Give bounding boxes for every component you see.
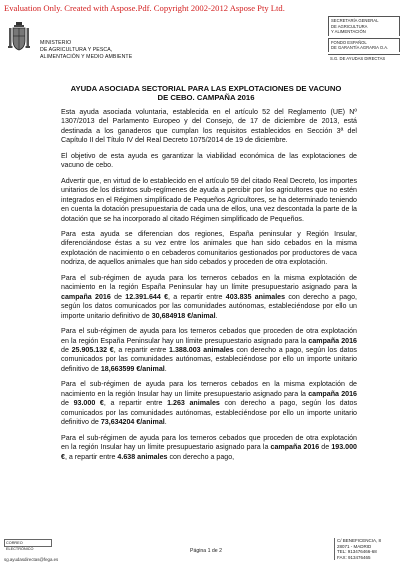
secretariat-label: SECRETARÍA GENERAL DE AGRICULTURA Y ALIMENTACIÓN — [328, 16, 400, 36]
paragraph-notice: Advertir que, en virtud de lo establecido en el artículo 59 del citado Real Decreto, los importes unitarios de los distintos sub-regímenes de ayuda a percibir por los agricultores que no estén integrados en el Régimen simplificado de Pequeños Agricultores, se ha determinado teniendo en cuenta la dotación presupuestaria de cada una de ellos, una vez descontada la parte de la dotación que se ha incorporado al citado Régimen simplificado de Pequeños. — [61, 176, 357, 223]
ministry-line: ALIMENTACIÓN Y MEDIO AMBIENTE — [40, 54, 133, 61]
paragraph-peninsular-other-farm: Para el sub-régimen de ayuda para los terneros cebados que proceden de otra explotación en la región España Peninsular hay un límite presupuestario asignado para la campaña 2016 de 25.905.132 €, a repartir entre 1.388.003 animales con derecho a pago, según los datos comunicados por las comunidades autónomas, estableciéndose por ello un importe unitario definitivo de 18,663599 €/animal. — [61, 327, 357, 373]
page-number: Página 1 de 2 — [190, 548, 223, 554]
ministry-name — [40, 40, 132, 62]
postal-address: C/ BENEFICENCIA, 8 28071 - MADRID TEL: 913476466-68 FAX: 913476465 — [334, 538, 381, 560]
ministry-line: DE AGRICULTURA Y PESCA, — [40, 47, 113, 54]
email-label-box: CORREO ELECTRÓNICO — [4, 539, 52, 547]
evaluation-watermark: Evaluation Only. Created with Aspose.Pdf. Copyright 2002-2012 Aspose Pty Ltd. — [4, 3, 285, 13]
fund-label: FONDO ESPAÑOL DE GARANTÍA AGRARIA O.A. — [328, 38, 400, 52]
paragraph-peninsular-same-farm: Para el sub-régimen de ayuda para los terneros cebados en la misma explotación de nacimiento en la región España Peninsular hay un límite presupuestario asignado para la campaña 2016 de 12.391.644 €, a repartir entre 403.835 animales con derecho a pago, según los datos comunicados por las comunidades autónomas, estableciéndose por ello un importe unitario definitivo de 30,684918 €/animal. — [61, 273, 357, 320]
department-box — [328, 16, 400, 63]
paragraph-regions: Para esta ayuda se diferencian dos regiones, España peninsular y Región Insular, diferenciándose éstas a su vez entre los animales que han sido cebados en la misma explotación de nacimiento o en cebaderos comunitarios gestionados por productores de vaca nodriza, de aquellos animales que han sido cebados y proceden de otra explotación. — [61, 229, 357, 267]
contact-email[interactable]: sg.ayudasdirectas@fega.es — [4, 557, 59, 562]
paragraph-objective: El objetivo de esta ayuda es garantizar la viabilidad económica de las explotaciones de vacuno de cebo. — [61, 151, 357, 170]
document-body — [61, 108, 357, 468]
coat-of-arms-seal — [8, 22, 30, 52]
subdirectorate-label: S.G. DE AYUDAS DIRECTAS — [328, 54, 400, 63]
ministry-line: MINISTERIO — [40, 40, 72, 46]
paragraph-insular-same-farm: Para el sub-régimen de ayuda para los terneros cebados en la misma explotación de nacimiento en la región Insular hay un límite presupuestario asignado para la campaña 2016 de 93.000 €, a repartir entre 1.263 animales con derecho a pago, según los datos comunicados por las comunidades autónomas, estableciéndose por ello un importe unitario definitivo de 73,634204 €/animal. — [61, 380, 358, 427]
paragraph-insular-other-farm: Para el sub-régimen de ayuda para los terneros cebados que proceden de otra explotación en la región Insular hay un límite presupuestario asignado para la campaña 2016 de 193.000 €, a repartir entre 4.638 animales con derecho a pago, — [61, 433, 357, 461]
paragraph-legal-basis: Esta ayuda asociada voluntaria, establecida en el artículo 52 del Reglamento (UE) Nº 1307/2013 del Parlamento Europeo y del Consejo, de 17 de diciembre de 2013, está destinada a los ganaderos que cumplan los requisitos establecidos en Sección 3ª del Capítulo II del Título IV del Real Decreto 1075/2014 de 19 de diciembre. — [61, 108, 357, 145]
document-title: AYUDA ASOCIADA SECTORIAL PARA LAS EXPLOTACIONES DE VACUNO DE CEBO. CAMPAÑA 2016 — [70, 84, 342, 103]
